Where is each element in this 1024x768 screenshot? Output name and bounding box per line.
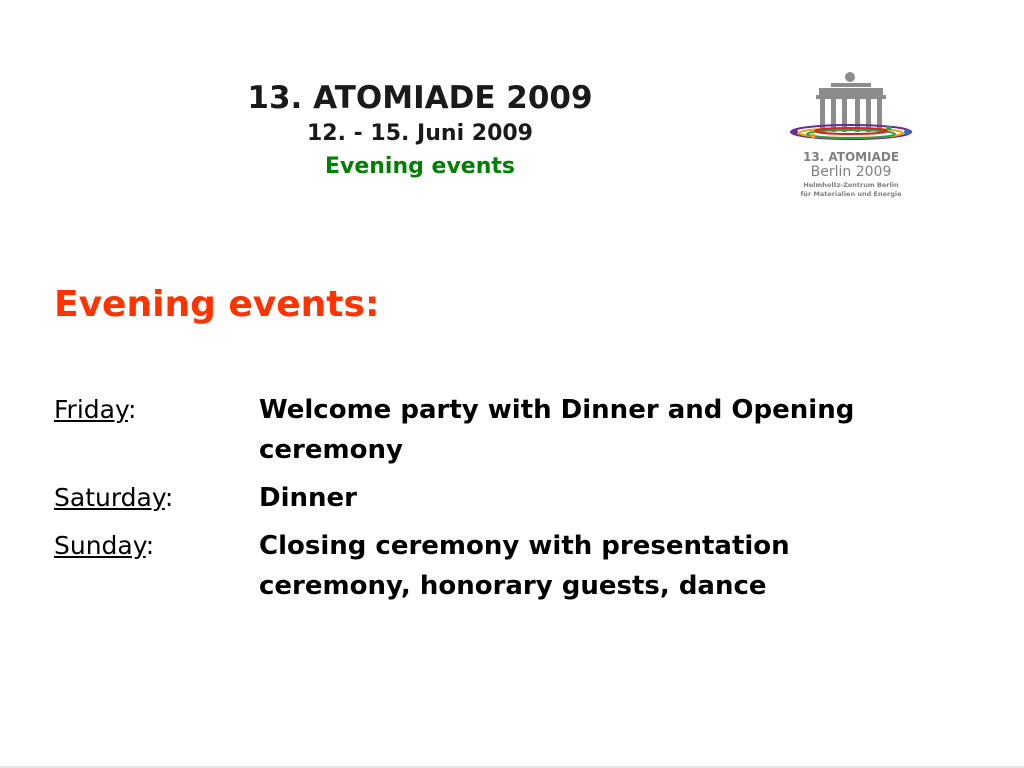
logo-line2: Berlin 2009 xyxy=(810,164,892,180)
day-colon: : xyxy=(145,531,155,560)
day-label xyxy=(54,478,259,518)
day-name: Friday xyxy=(54,395,128,424)
section-heading: Evening events: xyxy=(54,284,380,325)
day-name: Saturday xyxy=(54,483,165,512)
event-description: Closing ceremony with presentation ceremony, honorary guests, dance xyxy=(259,531,790,601)
logo-line1: 13. ATOMIADE xyxy=(802,150,900,164)
schedule-row-saturday xyxy=(54,478,974,518)
day-name: Sunday xyxy=(54,531,146,560)
schedule-row-sunday xyxy=(54,526,974,606)
brandenburg-gate-logo-icon xyxy=(783,70,923,200)
title-block xyxy=(170,78,670,184)
logo-line3: Helmholtz-Zentrum Berlin xyxy=(803,181,899,189)
page-title: 13. ATOMIADE 2009 xyxy=(247,80,593,116)
event-description: Welcome party with Dinner and Opening ceremony xyxy=(259,395,855,465)
day-colon: : xyxy=(164,483,174,512)
day-colon: : xyxy=(127,395,137,424)
logo-line4: für Materialien und Energie xyxy=(800,190,902,198)
atomiade-logo xyxy=(783,70,923,200)
page-subtitle: Evening events xyxy=(324,154,516,179)
event-description: Dinner xyxy=(259,483,357,513)
event-schedule xyxy=(54,390,974,614)
day-label xyxy=(54,390,259,430)
schedule-row-friday xyxy=(54,390,974,470)
event-dates: 12. - 15. Juni 2009 xyxy=(307,121,533,146)
day-label xyxy=(54,526,259,566)
